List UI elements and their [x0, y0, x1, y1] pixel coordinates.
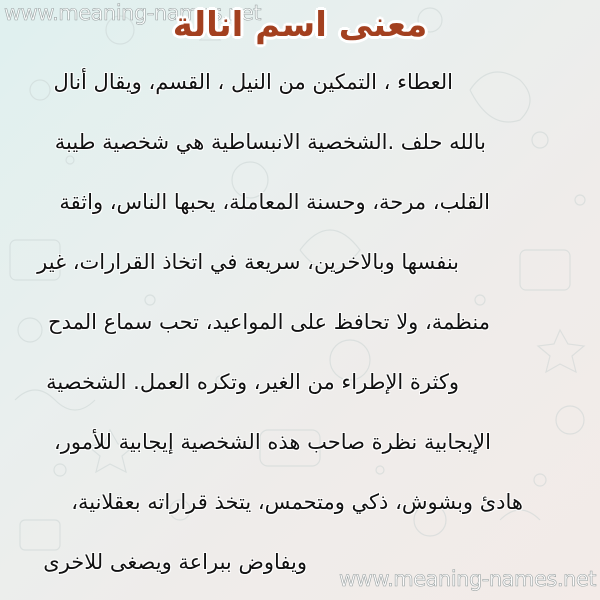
page-title: معنى اسم انالة: [172, 5, 428, 45]
description-line: بنفسها وبالاخرين، سريعة في اتخاذ القرارات، غير: [37, 250, 459, 274]
description-line: العطاء ، التمكين من النيل ، القسم، ويقال أنال: [53, 70, 453, 94]
description-line: هادئ وبشوش، ذكي ومتحمس، يتخذ قراراته بعقلانية،: [71, 490, 523, 514]
description-line: ويفاوض ببراعة ويصغى للاخرى: [43, 550, 307, 574]
description-line: بالله حلف .الشخصية الانبساطية هي شخصية طيبة: [54, 130, 486, 154]
description-line: وكثرة الإطراء من الغير، وتكره العمل. الشخصية: [46, 370, 459, 394]
watermark-top: www.meaning-names.net: [4, 1, 262, 25]
watermark-bottom: www.meaning-names.net: [338, 567, 596, 591]
description-line: منظمة، ولا تحافظ على المواعيد، تحب سماع المدح: [48, 310, 490, 334]
description-line: الإيجابية نظرة صاحب هذه الشخصية إيجابية للأمور،: [53, 430, 491, 454]
description-line: القلب، مرحة، وحسنة المعاملة، يحبها الناس، واثقة: [59, 190, 490, 214]
